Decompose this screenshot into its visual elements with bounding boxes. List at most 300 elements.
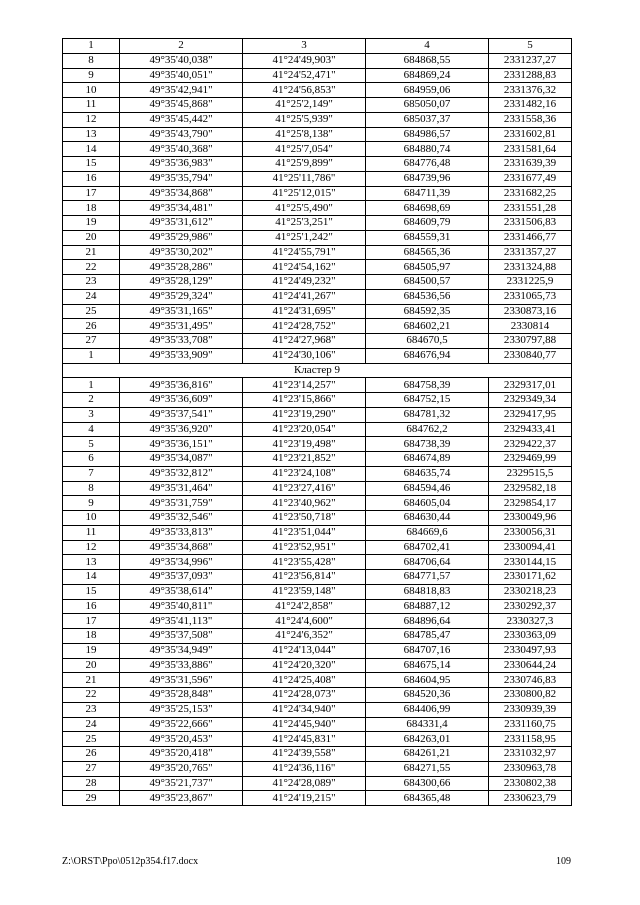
- point-number-cell: 3: [63, 407, 120, 422]
- point-number-cell: 4: [63, 422, 120, 437]
- x-coordinate-cell: 684896,64: [366, 614, 489, 629]
- point-number-cell: 5: [63, 437, 120, 452]
- longitude-cell: 41°23'51,044": [243, 525, 366, 540]
- longitude-cell: 41°24'13,044": [243, 643, 366, 658]
- y-coordinate-cell: 2330797,88: [489, 334, 572, 349]
- point-number-cell: 11: [63, 98, 120, 113]
- x-coordinate-cell: 684261,21: [366, 747, 489, 762]
- y-coordinate-cell: 2330840,77: [489, 348, 572, 363]
- point-number-cell: 8: [63, 481, 120, 496]
- y-coordinate-cell: 2330800,82: [489, 688, 572, 703]
- latitude-cell: 49°35'34,087": [120, 452, 243, 467]
- point-number-cell: 15: [63, 584, 120, 599]
- y-coordinate-cell: 2330746,83: [489, 673, 572, 688]
- latitude-cell: 49°35'20,453": [120, 732, 243, 747]
- latitude-cell: 49°35'35,794": [120, 171, 243, 186]
- longitude-cell: 41°23'27,416": [243, 481, 366, 496]
- y-coordinate-cell: 2329417,95: [489, 407, 572, 422]
- y-coordinate-cell: 2331158,95: [489, 732, 572, 747]
- longitude-cell: 41°25'8,138": [243, 127, 366, 142]
- y-coordinate-cell: 2331482,16: [489, 98, 572, 113]
- latitude-cell: 49°35'32,546": [120, 511, 243, 526]
- y-coordinate-cell: 2330144,15: [489, 555, 572, 570]
- table-row: [63, 334, 572, 349]
- point-number-cell: 12: [63, 540, 120, 555]
- x-coordinate-cell: 684758,39: [366, 378, 489, 393]
- point-number-cell: 19: [63, 216, 120, 231]
- table-row: [63, 643, 572, 658]
- y-coordinate-cell: 2331065,73: [489, 289, 572, 304]
- latitude-cell: 49°35'37,541": [120, 407, 243, 422]
- y-coordinate-cell: 2329515,5: [489, 466, 572, 481]
- y-coordinate-cell: 2330814: [489, 319, 572, 334]
- y-coordinate-cell: 2330056,31: [489, 525, 572, 540]
- y-coordinate-cell: 2330049,96: [489, 511, 572, 526]
- y-coordinate-cell: 2329433,41: [489, 422, 572, 437]
- table-row: [63, 776, 572, 791]
- longitude-cell: 41°23'52,951": [243, 540, 366, 555]
- latitude-cell: 49°35'36,816": [120, 378, 243, 393]
- y-coordinate-cell: 2331225,9: [489, 275, 572, 290]
- latitude-cell: 49°35'21,737": [120, 776, 243, 791]
- longitude-cell: 41°24'41,267": [243, 289, 366, 304]
- x-coordinate-cell: 684738,39: [366, 437, 489, 452]
- y-coordinate-cell: 2329422,37: [489, 437, 572, 452]
- y-coordinate-cell: 2329469,99: [489, 452, 572, 467]
- point-number-cell: 17: [63, 614, 120, 629]
- longitude-cell: 41°25'2,149": [243, 98, 366, 113]
- table-row: [63, 540, 572, 555]
- header-col-1: 1: [63, 39, 120, 54]
- longitude-cell: 41°23'19,290": [243, 407, 366, 422]
- x-coordinate-cell: 684605,04: [366, 496, 489, 511]
- longitude-cell: 41°24'36,116": [243, 761, 366, 776]
- table-row: [63, 658, 572, 673]
- latitude-cell: 49°35'34,868": [120, 540, 243, 555]
- table-row: [63, 275, 572, 290]
- x-coordinate-cell: 684670,5: [366, 334, 489, 349]
- y-coordinate-cell: 2331506,83: [489, 216, 572, 231]
- latitude-cell: 49°35'33,909": [120, 348, 243, 363]
- table-row: [63, 142, 572, 157]
- point-number-cell: 1: [63, 378, 120, 393]
- table-row: [63, 407, 572, 422]
- longitude-cell: 41°24'45,940": [243, 717, 366, 732]
- x-coordinate-cell: 684500,57: [366, 275, 489, 290]
- x-coordinate-cell: 684880,74: [366, 142, 489, 157]
- table-row: [63, 98, 572, 113]
- x-coordinate-cell: 684559,31: [366, 230, 489, 245]
- table-row: [63, 437, 572, 452]
- point-number-cell: 8: [63, 53, 120, 68]
- latitude-cell: 49°35'43,790": [120, 127, 243, 142]
- point-number-cell: 6: [63, 452, 120, 467]
- table-row: [63, 83, 572, 98]
- latitude-cell: 49°35'28,848": [120, 688, 243, 703]
- x-coordinate-cell: 684592,35: [366, 304, 489, 319]
- point-number-cell: 17: [63, 186, 120, 201]
- longitude-cell: 41°23'50,718": [243, 511, 366, 526]
- latitude-cell: 49°35'20,418": [120, 747, 243, 762]
- longitude-cell: 41°23'14,257": [243, 378, 366, 393]
- latitude-cell: 49°35'40,811": [120, 599, 243, 614]
- x-coordinate-cell: 684869,24: [366, 68, 489, 83]
- x-coordinate-cell: 684676,94: [366, 348, 489, 363]
- latitude-cell: 49°35'40,038": [120, 53, 243, 68]
- table-row: [63, 452, 572, 467]
- latitude-cell: 49°35'29,324": [120, 289, 243, 304]
- y-coordinate-cell: 2330644,24: [489, 658, 572, 673]
- table-row: [63, 747, 572, 762]
- longitude-cell: 41°24'52,471": [243, 68, 366, 83]
- latitude-cell: 49°35'36,920": [120, 422, 243, 437]
- point-number-cell: 20: [63, 658, 120, 673]
- point-number-cell: 24: [63, 717, 120, 732]
- latitude-cell: 49°35'37,093": [120, 570, 243, 585]
- x-coordinate-cell: 684868,55: [366, 53, 489, 68]
- y-coordinate-cell: 2330873,16: [489, 304, 572, 319]
- y-coordinate-cell: 2331237,27: [489, 53, 572, 68]
- point-number-cell: 18: [63, 629, 120, 644]
- point-number-cell: 27: [63, 334, 120, 349]
- longitude-cell: 41°23'59,148": [243, 584, 366, 599]
- latitude-cell: 49°35'45,868": [120, 98, 243, 113]
- latitude-cell: 49°35'37,508": [120, 629, 243, 644]
- table-row: [63, 702, 572, 717]
- x-coordinate-cell: 684762,2: [366, 422, 489, 437]
- latitude-cell: 49°35'34,949": [120, 643, 243, 658]
- y-coordinate-cell: 2330939,39: [489, 702, 572, 717]
- x-coordinate-cell: 684263,01: [366, 732, 489, 747]
- longitude-cell: 41°25'1,242": [243, 230, 366, 245]
- table-row: [63, 245, 572, 260]
- x-coordinate-cell: 684702,41: [366, 540, 489, 555]
- x-coordinate-cell: 684711,39: [366, 186, 489, 201]
- x-coordinate-cell: 684609,79: [366, 216, 489, 231]
- longitude-cell: 41°24'30,106": [243, 348, 366, 363]
- longitude-cell: 41°24'56,853": [243, 83, 366, 98]
- longitude-cell: 41°24'28,073": [243, 688, 366, 703]
- cluster-heading: Кластер 9: [63, 363, 572, 378]
- latitude-cell: 49°35'31,495": [120, 319, 243, 334]
- table-row: [63, 496, 572, 511]
- y-coordinate-cell: 2330623,79: [489, 791, 572, 806]
- y-coordinate-cell: 2331376,32: [489, 83, 572, 98]
- longitude-cell: 41°25'9,899": [243, 157, 366, 172]
- y-coordinate-cell: 2330802,38: [489, 776, 572, 791]
- y-coordinate-cell: 2329349,34: [489, 393, 572, 408]
- footer-file-path: Z:\ORST\Ppo\0512p354.f17.docx: [62, 856, 199, 867]
- y-coordinate-cell: 2330497,93: [489, 643, 572, 658]
- y-coordinate-cell: 2330363,09: [489, 629, 572, 644]
- table-row: [63, 791, 572, 806]
- longitude-cell: 41°23'21,852": [243, 452, 366, 467]
- point-number-cell: 19: [63, 643, 120, 658]
- y-coordinate-cell: 2331682,25: [489, 186, 572, 201]
- point-number-cell: 13: [63, 127, 120, 142]
- y-coordinate-cell: 2331551,28: [489, 201, 572, 216]
- x-coordinate-cell: 684536,56: [366, 289, 489, 304]
- y-coordinate-cell: 2329582,18: [489, 481, 572, 496]
- point-number-cell: 13: [63, 555, 120, 570]
- y-coordinate-cell: 2330218,23: [489, 584, 572, 599]
- point-number-cell: 26: [63, 747, 120, 762]
- longitude-cell: 41°24'34,940": [243, 702, 366, 717]
- point-number-cell: 25: [63, 732, 120, 747]
- longitude-cell: 41°24'28,752": [243, 319, 366, 334]
- point-number-cell: 21: [63, 673, 120, 688]
- y-coordinate-cell: 2330963,78: [489, 761, 572, 776]
- table-row: [63, 157, 572, 172]
- longitude-cell: 41°23'56,814": [243, 570, 366, 585]
- x-coordinate-cell: 684594,46: [366, 481, 489, 496]
- table-row: [63, 732, 572, 747]
- point-number-cell: 20: [63, 230, 120, 245]
- point-number-cell: 18: [63, 201, 120, 216]
- table-row: [63, 348, 572, 363]
- y-coordinate-cell: 2331032,97: [489, 747, 572, 762]
- longitude-cell: 41°23'55,428": [243, 555, 366, 570]
- latitude-cell: 49°35'36,151": [120, 437, 243, 452]
- y-coordinate-cell: 2331160,75: [489, 717, 572, 732]
- point-number-cell: 9: [63, 496, 120, 511]
- latitude-cell: 49°35'25,153": [120, 702, 243, 717]
- y-coordinate-cell: 2331357,27: [489, 245, 572, 260]
- table-row: [63, 393, 572, 408]
- x-coordinate-cell: 684674,89: [366, 452, 489, 467]
- latitude-cell: 49°35'40,051": [120, 68, 243, 83]
- point-number-cell: 10: [63, 83, 120, 98]
- x-coordinate-cell: 684959,06: [366, 83, 489, 98]
- x-coordinate-cell: 684602,21: [366, 319, 489, 334]
- latitude-cell: 49°35'20,765": [120, 761, 243, 776]
- longitude-cell: 41°25'3,251": [243, 216, 366, 231]
- longitude-cell: 41°24'49,232": [243, 275, 366, 290]
- table-row: [63, 466, 572, 481]
- point-number-cell: 23: [63, 702, 120, 717]
- x-coordinate-cell: 684331,4: [366, 717, 489, 732]
- x-coordinate-cell: 684365,48: [366, 791, 489, 806]
- table-row: [63, 260, 572, 275]
- longitude-cell: 41°23'15,866": [243, 393, 366, 408]
- table-row: [63, 511, 572, 526]
- table-row: [63, 717, 572, 732]
- x-coordinate-cell: 684675,14: [366, 658, 489, 673]
- longitude-cell: 41°23'24,108": [243, 466, 366, 481]
- coordinates-table: [62, 38, 572, 806]
- table-row: [63, 761, 572, 776]
- latitude-cell: 49°35'32,812": [120, 466, 243, 481]
- y-coordinate-cell: 2331558,36: [489, 112, 572, 127]
- x-coordinate-cell: 684781,32: [366, 407, 489, 422]
- header-col-2: 2: [120, 39, 243, 54]
- longitude-cell: 41°25'12,015": [243, 186, 366, 201]
- latitude-cell: 49°35'31,596": [120, 673, 243, 688]
- point-number-cell: 14: [63, 570, 120, 585]
- cluster-heading-row: [63, 363, 572, 378]
- table-row: [63, 673, 572, 688]
- latitude-cell: 49°35'36,983": [120, 157, 243, 172]
- y-coordinate-cell: 2329317,01: [489, 378, 572, 393]
- point-number-cell: 16: [63, 599, 120, 614]
- latitude-cell: 49°35'41,113": [120, 614, 243, 629]
- longitude-cell: 41°24'28,089": [243, 776, 366, 791]
- latitude-cell: 49°35'45,442": [120, 112, 243, 127]
- table-row: [63, 555, 572, 570]
- x-coordinate-cell: 684505,97: [366, 260, 489, 275]
- longitude-cell: 41°24'6,352": [243, 629, 366, 644]
- point-number-cell: 25: [63, 304, 120, 319]
- x-coordinate-cell: 684887,12: [366, 599, 489, 614]
- longitude-cell: 41°25'5,490": [243, 201, 366, 216]
- latitude-cell: 49°35'33,813": [120, 525, 243, 540]
- point-number-cell: 22: [63, 260, 120, 275]
- table-row: [63, 422, 572, 437]
- longitude-cell: 41°25'7,054": [243, 142, 366, 157]
- x-coordinate-cell: 684604,95: [366, 673, 489, 688]
- table-row: [63, 688, 572, 703]
- y-coordinate-cell: 2329854,17: [489, 496, 572, 511]
- longitude-cell: 41°24'39,558": [243, 747, 366, 762]
- table-row: [63, 525, 572, 540]
- longitude-cell: 41°24'4,600": [243, 614, 366, 629]
- x-coordinate-cell: 684635,74: [366, 466, 489, 481]
- longitude-cell: 41°25'11,786": [243, 171, 366, 186]
- longitude-cell: 41°24'49,903": [243, 53, 366, 68]
- table-header-row: [63, 39, 572, 54]
- x-coordinate-cell: 684669,6: [366, 525, 489, 540]
- y-coordinate-cell: 2331602,81: [489, 127, 572, 142]
- longitude-cell: 41°24'54,162": [243, 260, 366, 275]
- y-coordinate-cell: 2331288,83: [489, 68, 572, 83]
- table-row: [63, 186, 572, 201]
- point-number-cell: 9: [63, 68, 120, 83]
- table-row: [63, 289, 572, 304]
- y-coordinate-cell: 2330327,3: [489, 614, 572, 629]
- longitude-cell: 41°24'25,408": [243, 673, 366, 688]
- longitude-cell: 41°24'55,791": [243, 245, 366, 260]
- longitude-cell: 41°25'5,939": [243, 112, 366, 127]
- longitude-cell: 41°24'45,831": [243, 732, 366, 747]
- longitude-cell: 41°24'27,968": [243, 334, 366, 349]
- table-row: [63, 570, 572, 585]
- y-coordinate-cell: 2330171,62: [489, 570, 572, 585]
- longitude-cell: 41°24'2,858": [243, 599, 366, 614]
- x-coordinate-cell: 684271,55: [366, 761, 489, 776]
- y-coordinate-cell: 2331677,49: [489, 171, 572, 186]
- latitude-cell: 49°35'31,759": [120, 496, 243, 511]
- table-row: [63, 201, 572, 216]
- table-row: [63, 584, 572, 599]
- point-number-cell: 23: [63, 275, 120, 290]
- point-number-cell: 24: [63, 289, 120, 304]
- point-number-cell: 12: [63, 112, 120, 127]
- point-number-cell: 15: [63, 157, 120, 172]
- table-body: [63, 53, 572, 805]
- latitude-cell: 49°35'36,609": [120, 393, 243, 408]
- y-coordinate-cell: 2330094,41: [489, 540, 572, 555]
- latitude-cell: 49°35'38,614": [120, 584, 243, 599]
- latitude-cell: 49°35'23,867": [120, 791, 243, 806]
- x-coordinate-cell: 684986,57: [366, 127, 489, 142]
- footer-page-number: 109: [556, 856, 571, 867]
- point-number-cell: 21: [63, 245, 120, 260]
- point-number-cell: 1: [63, 348, 120, 363]
- x-coordinate-cell: 684771,57: [366, 570, 489, 585]
- table-row: [63, 629, 572, 644]
- y-coordinate-cell: 2331466,77: [489, 230, 572, 245]
- x-coordinate-cell: 684706,64: [366, 555, 489, 570]
- point-number-cell: 2: [63, 393, 120, 408]
- latitude-cell: 49°35'30,202": [120, 245, 243, 260]
- table-row: [63, 216, 572, 231]
- point-number-cell: 14: [63, 142, 120, 157]
- x-coordinate-cell: 685050,07: [366, 98, 489, 113]
- latitude-cell: 49°35'34,481": [120, 201, 243, 216]
- point-number-cell: 22: [63, 688, 120, 703]
- table-row: [63, 481, 572, 496]
- latitude-cell: 49°35'31,165": [120, 304, 243, 319]
- table-row: [63, 599, 572, 614]
- point-number-cell: 11: [63, 525, 120, 540]
- table-row: [63, 304, 572, 319]
- longitude-cell: 41°23'40,962": [243, 496, 366, 511]
- x-coordinate-cell: 684520,36: [366, 688, 489, 703]
- x-coordinate-cell: 684707,16: [366, 643, 489, 658]
- latitude-cell: 49°35'40,368": [120, 142, 243, 157]
- header-col-3: 3: [243, 39, 366, 54]
- latitude-cell: 49°35'31,612": [120, 216, 243, 231]
- y-coordinate-cell: 2331324,88: [489, 260, 572, 275]
- latitude-cell: 49°35'34,996": [120, 555, 243, 570]
- x-coordinate-cell: 684406,99: [366, 702, 489, 717]
- latitude-cell: 49°35'42,941": [120, 83, 243, 98]
- x-coordinate-cell: 684776,48: [366, 157, 489, 172]
- table-row: [63, 112, 572, 127]
- point-number-cell: 28: [63, 776, 120, 791]
- y-coordinate-cell: 2331639,39: [489, 157, 572, 172]
- latitude-cell: 49°35'31,464": [120, 481, 243, 496]
- latitude-cell: 49°35'33,886": [120, 658, 243, 673]
- latitude-cell: 49°35'34,868": [120, 186, 243, 201]
- latitude-cell: 49°35'33,708": [120, 334, 243, 349]
- y-coordinate-cell: 2331581,64: [489, 142, 572, 157]
- longitude-cell: 41°24'20,320": [243, 658, 366, 673]
- x-coordinate-cell: 684630,44: [366, 511, 489, 526]
- table-row: [63, 127, 572, 142]
- header-col-4: 4: [366, 39, 489, 54]
- point-number-cell: 7: [63, 466, 120, 481]
- header-col-5: 5: [489, 39, 572, 54]
- longitude-cell: 41°24'19,215": [243, 791, 366, 806]
- x-coordinate-cell: 684785,47: [366, 629, 489, 644]
- longitude-cell: 41°23'20,054": [243, 422, 366, 437]
- x-coordinate-cell: 684752,15: [366, 393, 489, 408]
- table-row: [63, 230, 572, 245]
- point-number-cell: 26: [63, 319, 120, 334]
- point-number-cell: 29: [63, 791, 120, 806]
- table-row: [63, 171, 572, 186]
- table-row: [63, 319, 572, 334]
- x-coordinate-cell: 684698,69: [366, 201, 489, 216]
- y-coordinate-cell: 2330292,37: [489, 599, 572, 614]
- point-number-cell: 10: [63, 511, 120, 526]
- latitude-cell: 49°35'29,986": [120, 230, 243, 245]
- table-row: [63, 614, 572, 629]
- latitude-cell: 49°35'28,129": [120, 275, 243, 290]
- x-coordinate-cell: 684739,96: [366, 171, 489, 186]
- x-coordinate-cell: 684565,36: [366, 245, 489, 260]
